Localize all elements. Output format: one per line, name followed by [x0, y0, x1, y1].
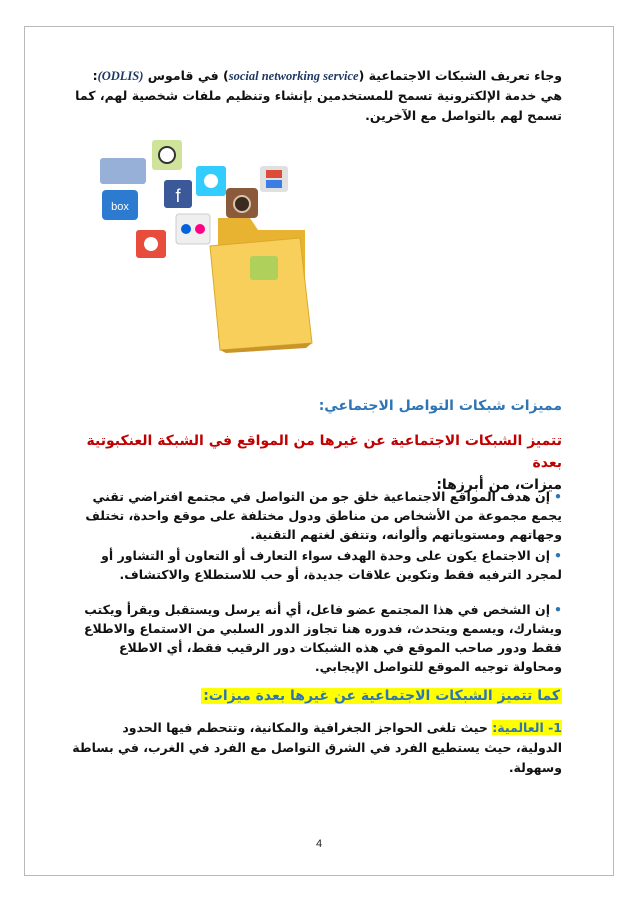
svg-text:f: f: [175, 186, 181, 206]
point-1-label: 1- العالمية:: [492, 720, 562, 735]
point-1-paragraph: [72, 718, 562, 778]
android-icon: [152, 140, 182, 170]
also-features-heading-text: كما تتميز الشبكات الاجتماعية عن غيرها بعدة ميزات:: [203, 688, 560, 704]
features-heading: مميزات شبكات التواصل الاجتماعي:: [318, 398, 562, 414]
bullet-text: إن الاجتماع يكون على وحدة الهدف سواء التعارف أو التعاون أو التشاور أو لمجرد الترفيه فقط وتكوين علاقات جديدة، أو حب للاستطلاع والاكتشاف.: [101, 548, 562, 582]
intro-text-a: وجاء تعريف الشبكات الاجتماعية (: [358, 68, 562, 83]
bullet-item: [72, 487, 562, 544]
bullet-item: [72, 600, 562, 676]
social-networks-illustration: [100, 138, 330, 353]
intro-term-latin: social networking service: [228, 69, 359, 83]
intro-text-b: ) في قاموس: [147, 68, 229, 83]
facebook-icon: [164, 180, 192, 208]
bullet-text: إن هدف المواقع الاجتماعية خلق جو من التواصل في مجتمع افتراضي تقني يجمع مجموعة من الأشخاص من مناطق ودول مختلفة على موقع واحدة، تختلف وجهاتهم ومستوياتهم وألوانه، وتتفق لغتهم التقنية.: [85, 489, 562, 542]
intro-paragraph: [72, 66, 562, 126]
odlis-term: (ODLIS): [97, 69, 144, 83]
folder-icon: [210, 218, 312, 353]
intro-definition: : هي خدمة الإلكترونية تسمح للمستخدمين بإنشاء وتنظيم ملفات شخصية لهم،: [92, 68, 562, 103]
bullet-icon: •: [554, 548, 562, 563]
bullet-icon: •: [554, 602, 562, 617]
flickr-icon: [176, 214, 210, 244]
instagram-icon: [226, 188, 258, 218]
also-features-heading: [201, 688, 562, 704]
bullet-item: [72, 546, 562, 584]
page-number: 4: [315, 838, 323, 850]
twitter-icon: [196, 166, 226, 196]
box-icon: [102, 190, 138, 220]
intro-line3: كما تسمح لهم بالتواصل مع الآخرين.: [75, 88, 562, 123]
bullet-text: إن الشخص في هذا المجتمع عضو فاعل، أي أنه يرسل ويستقبل ويقرأ ويكتب ويشارك، ويسمع ويتحدث، فدوره هنا تجاوز الدور السلبي من الاستماع والاطلاع فقط ودور صاحب الموقع في هذه الشبكات دور الرقيب فقط، أي الاطلاع ومحاولة توجيه الموقع للتواصل الإيجابي.: [83, 602, 562, 674]
bullet-icon: •: [554, 489, 562, 504]
svg-text:box: box: [111, 201, 129, 213]
features-lead-sub: ميزات، من أبرزها:: [436, 477, 562, 493]
delicious-icon: [136, 230, 166, 258]
google-plus-icon: [260, 166, 288, 192]
point-1-text: حيث تلغى الحواجز الجغرافية والمكانية، وتتحطم فيها الحدود الدولية، حيث يستطيع الفرد في الشرق التواصل مع الفرد في الغرب، في بساطة وسهولة.: [72, 720, 562, 775]
features-lead-text: تتميز الشبكات الاجتماعية عن غيرها من المواقع في الشبكة العنكبوتية بعدة: [86, 433, 562, 471]
